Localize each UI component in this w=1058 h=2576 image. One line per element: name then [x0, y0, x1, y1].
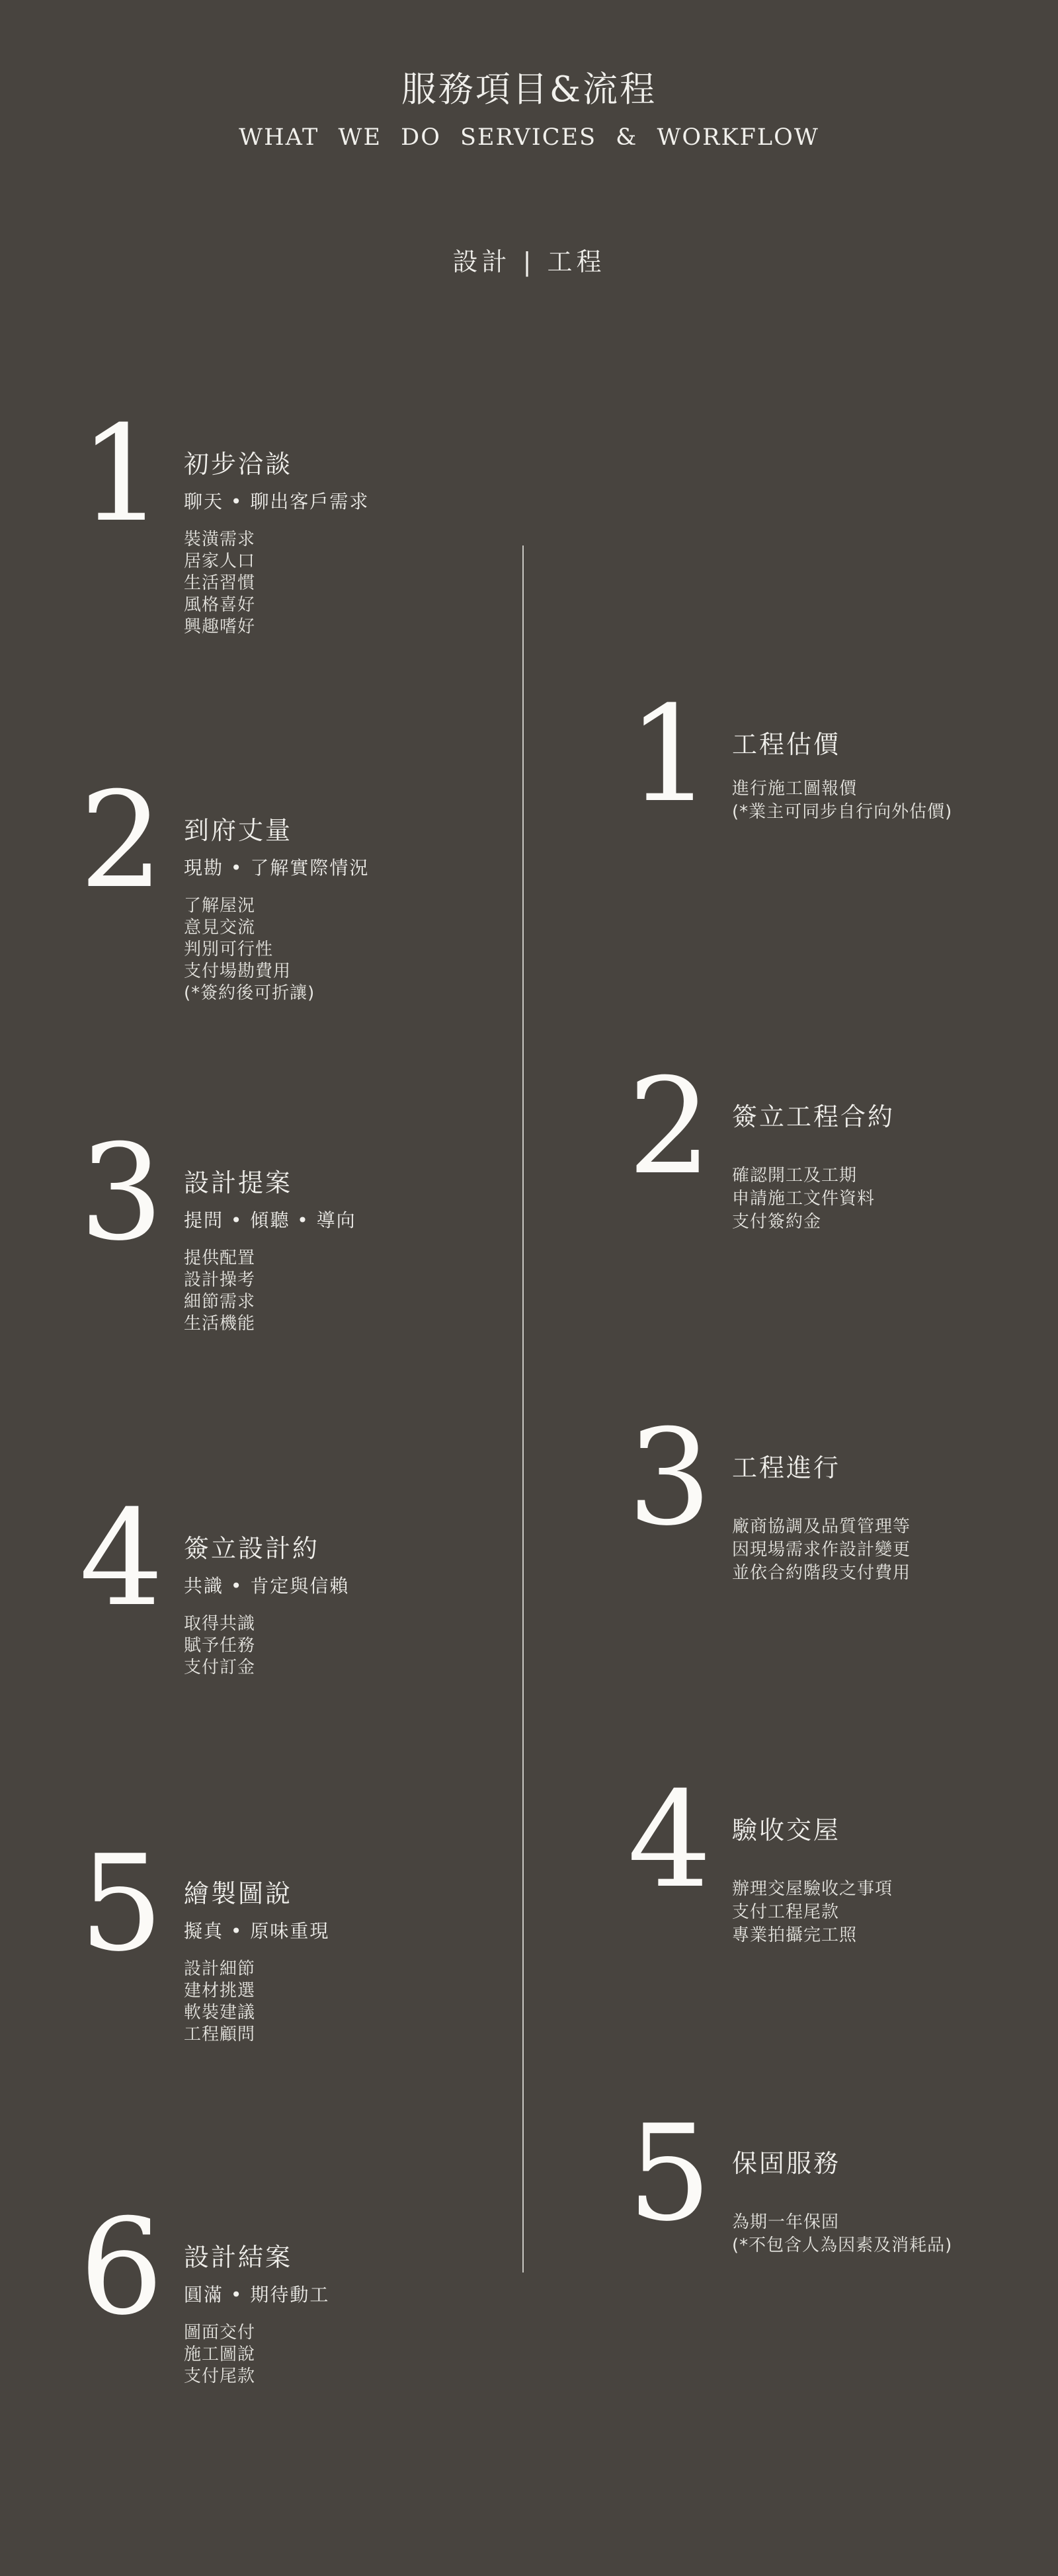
step-subtitle: 圓滿 • 期待動工 — [184, 2284, 330, 2306]
step-details — [732, 1515, 1058, 1585]
detail-line: 進行施工圖報價 — [732, 779, 858, 799]
detail-line: 裝潢需求 — [184, 530, 256, 549]
construction-step-4 — [628, 1763, 1058, 1947]
detail-line: 風格喜好 — [184, 595, 256, 615]
step-number: 1 — [79, 397, 164, 551]
step-title: 到府丈量 — [184, 816, 293, 845]
step-details — [184, 895, 554, 1004]
step-subtitle: 擬真 • 原味重現 — [184, 1920, 330, 1942]
step-details — [732, 778, 1058, 824]
design-step-3 — [79, 1116, 554, 1335]
step-subtitle: 提問 • 傾聽 • 導向 — [184, 1209, 356, 1231]
detail-line: (*業主可同步自行向外估價) — [732, 802, 953, 822]
detail-line: 設計操考 — [184, 1270, 256, 1290]
step-subtitle: 現勘 • 了解實際情況 — [184, 857, 370, 879]
step-details — [732, 1878, 1058, 1947]
design-step-1 — [79, 397, 554, 638]
step-title: 簽立工程合約 — [732, 1102, 895, 1131]
detail-line: 提供配置 — [184, 1248, 256, 1268]
detail-line: (*簽約後可折讓) — [184, 983, 315, 1003]
detail-line: 設計細節 — [184, 1959, 256, 1979]
step-details — [184, 2322, 554, 2388]
construction-step-3 — [628, 1401, 1058, 1585]
step-number: 2 — [628, 1050, 712, 1204]
step-title: 保固服務 — [732, 2149, 841, 2178]
step-title: 繪製圖說 — [184, 1879, 293, 1908]
step-details — [184, 1613, 554, 1679]
detail-line: 判別可行性 — [184, 940, 274, 959]
step-details — [184, 1248, 554, 1335]
detail-line: 並依合約階段支付費用 — [732, 1563, 911, 1583]
step-details — [732, 2211, 1058, 2257]
detail-line: 支付場勘費用 — [184, 961, 292, 981]
step-number: 6 — [79, 2191, 164, 2345]
step-details — [732, 1164, 1058, 1234]
step-number: 1 — [628, 678, 712, 832]
detail-line: (*不包含人為因素及消耗品) — [732, 2235, 953, 2255]
step-title: 工程進行 — [732, 1453, 841, 1482]
design-step-2 — [79, 764, 554, 1004]
detail-line: 工程顧問 — [184, 2025, 256, 2044]
detail-line: 建材挑選 — [184, 1981, 256, 2001]
detail-line: 生活習慣 — [184, 573, 256, 593]
detail-line: 支付簽約金 — [732, 1212, 822, 1232]
detail-line: 圖面交付 — [184, 2323, 256, 2343]
section-label: 設計 | 工程 — [452, 247, 606, 276]
detail-line: 為期一年保固 — [732, 2212, 840, 2232]
detail-line: 賦予任務 — [184, 1636, 256, 1656]
step-title: 工程估價 — [732, 730, 841, 759]
detail-line: 興趣嗜好 — [184, 617, 256, 637]
construction-step-5 — [628, 2097, 1058, 2257]
design-step-4 — [79, 1482, 554, 1679]
detail-line: 軟裝建議 — [184, 2003, 256, 2023]
construction-step-1 — [628, 678, 1058, 832]
step-number: 4 — [79, 1482, 164, 1636]
step-title: 設計結案 — [184, 2243, 293, 2272]
page-subtitle: WHAT WE DO SERVICES & WORKFLOW — [239, 124, 819, 151]
step-title: 驗收交屋 — [732, 1816, 841, 1845]
detail-line: 支付訂金 — [184, 1658, 256, 1677]
detail-line: 專業拍攝完工照 — [732, 1925, 858, 1945]
step-number: 2 — [79, 764, 164, 918]
step-subtitle: 聊天 • 聊出客戶需求 — [184, 491, 370, 512]
detail-line: 細節需求 — [184, 1292, 256, 1312]
step-number: 3 — [628, 1401, 712, 1555]
detail-line: 居家人口 — [184, 551, 256, 571]
design-step-6 — [79, 2191, 554, 2388]
step-number: 5 — [628, 2097, 712, 2251]
design-step-5 — [79, 1827, 554, 2046]
step-number: 4 — [628, 1763, 712, 1917]
step-number: 5 — [79, 1827, 164, 1981]
detail-line: 支付尾款 — [184, 2366, 256, 2386]
construction-step-2 — [628, 1050, 1058, 1234]
step-title: 設計提案 — [184, 1168, 293, 1197]
detail-line: 辦理交屋驗收之事項 — [732, 1879, 893, 1899]
step-number: 3 — [79, 1116, 164, 1270]
detail-line: 確認開工及工期 — [732, 1166, 858, 1186]
step-title: 簽立設計約 — [184, 1534, 320, 1563]
detail-line: 了解屋況 — [184, 896, 256, 916]
detail-line: 因現場需求作設計變更 — [732, 1540, 911, 1560]
step-subtitle: 共識 • 肯定與信賴 — [184, 1575, 350, 1597]
detail-line: 廠商協調及品質管理等 — [732, 1517, 911, 1537]
detail-line: 取得共識 — [184, 1614, 256, 1634]
detail-line: 支付工程尾款 — [732, 1902, 840, 1922]
step-title: 初步洽談 — [184, 450, 293, 479]
step-details — [184, 529, 554, 638]
page-title: 服務項目&流程 — [401, 69, 657, 110]
detail-line: 生活機能 — [184, 1314, 256, 1334]
detail-line: 意見交流 — [184, 918, 256, 938]
detail-line: 申請施工文件資料 — [732, 1189, 875, 1209]
detail-line: 施工圖說 — [184, 2345, 256, 2364]
step-details — [184, 1958, 554, 2046]
